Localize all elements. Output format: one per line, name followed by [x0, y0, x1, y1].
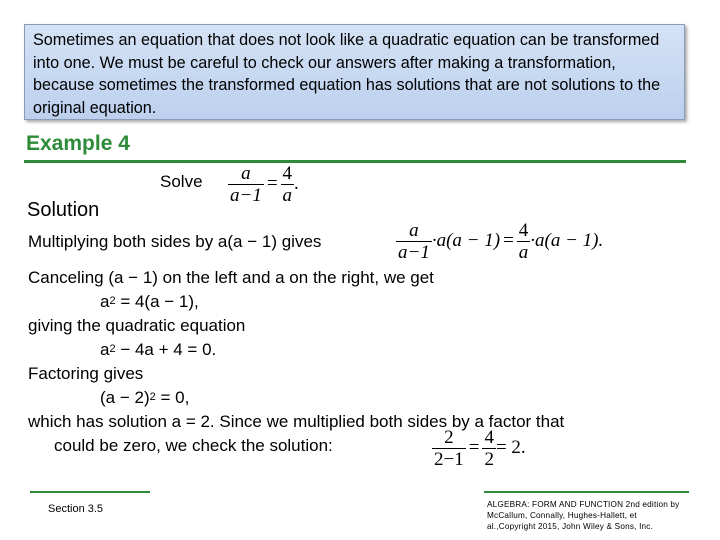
footer-divider-left — [30, 491, 150, 493]
equation-line-1: $a^2 = 4(a - 1)$, — [100, 292, 199, 311]
fraction-right — [482, 427, 496, 470]
example-title: Example 4 — [26, 132, 130, 155]
denominator: a — [518, 242, 529, 263]
giving-text: giving the quadratic equation — [28, 316, 246, 335]
multiplied-equation — [396, 220, 603, 263]
equation-line-2: $a^2 - 4a + 4 = 0$. — [100, 340, 217, 359]
result: = 2. — [495, 436, 526, 458]
period: . — [294, 172, 299, 194]
footer-divider-right — [484, 491, 689, 493]
numerator: 2 — [432, 427, 466, 449]
problem-equation — [228, 163, 299, 206]
intro-text: Sometimes an equation that does not look like a quadratic equation can be transformed into one. We must be careful to check our answers after making a transformation, because sometimes the transformed equation has solutions that are not solutions to the original equation. — [33, 31, 661, 117]
equals-sign: = — [266, 172, 278, 194]
numerator: a — [228, 163, 264, 185]
denominator: 2−1 — [434, 449, 464, 470]
denominator: a — [282, 185, 293, 206]
section-divider — [24, 160, 686, 163]
numerator: 4 — [518, 220, 529, 241]
conclusion-line-2: could be zero, we check the solution: — [54, 436, 333, 455]
footer-credit: ALGEBRA: FORM AND FUNCTION 2nd edition by McCallum, Connally, Hughes-Hallett, et al.,Copyright 2015, John Wiley & Sons, Inc. — [487, 500, 680, 531]
numerator: 4 — [282, 163, 293, 184]
fraction-right — [281, 163, 295, 206]
numerator: 4 — [484, 427, 494, 448]
equals-sign: = — [468, 436, 480, 458]
left-factor: ·a(a − 1) — [431, 229, 501, 251]
equals-sign: = — [503, 229, 514, 251]
denominator: 2 — [484, 449, 494, 470]
denominator: a−1 — [398, 242, 430, 263]
intro-callout — [24, 24, 685, 120]
equation-line-3: $(a - 2)^2 = 0$, — [100, 388, 190, 407]
multiplying-text: Multiplying both sides by a(a − 1) gives — [28, 232, 322, 251]
fraction-left — [396, 220, 432, 263]
factoring-text: Factoring gives — [28, 364, 144, 383]
denominator: a−1 — [230, 185, 262, 206]
fraction-right — [517, 220, 531, 263]
right-factor: ·a(a − 1). — [530, 229, 604, 251]
fraction-left — [432, 427, 466, 470]
conclusion-line-1: which has solution a = 2. Since we multiplied both sides by a factor that — [28, 412, 565, 431]
solution-heading: Solution — [27, 199, 100, 221]
canceling-text: Canceling (a − 1) on the left and a on the right, we get — [28, 268, 434, 287]
fraction-left — [228, 163, 264, 206]
check-equation — [432, 427, 526, 470]
solve-label: Solve — [160, 172, 203, 191]
footer-section: Section 3.5 — [48, 503, 104, 515]
numerator: a — [396, 220, 432, 242]
